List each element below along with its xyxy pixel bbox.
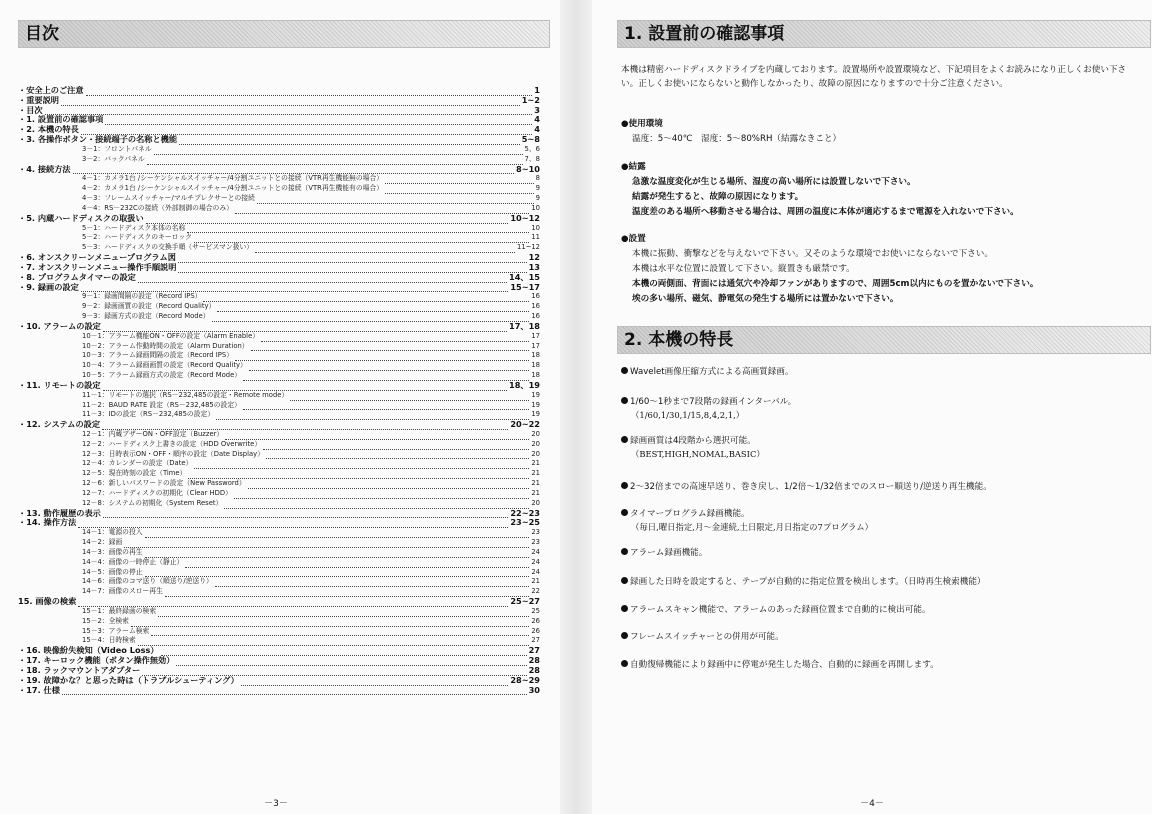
condensation-line: 温度差のある場所へ移動させる場合は、周囲の温度に本体が適応するまで電源を入れないで下さい。 [632, 207, 1019, 217]
toc-entry-page: 23 [531, 528, 540, 537]
feature-item [621, 435, 1141, 461]
feature-item [621, 508, 1141, 534]
toc-entry-page: 4 [534, 125, 540, 135]
toc-entry-label: ・4. 接続方法 [18, 164, 71, 174]
section1-title: 1. 設置前の確認事項 [624, 24, 785, 44]
toc-entry-label: ・重要説明 [18, 95, 59, 105]
toc-entry-page: 22 [531, 587, 540, 596]
toc-leader-dots [158, 611, 529, 617]
toc-entry [18, 410, 540, 420]
toc-entry [18, 243, 540, 253]
toc-entry-label: 15－3：アラーム検索 [82, 626, 150, 635]
toc-entry-page: 18 [531, 361, 540, 370]
toc-entry [18, 686, 540, 696]
toc-leader-dots [255, 247, 515, 253]
toc-entry [18, 253, 540, 263]
bullet-icon [621, 632, 628, 639]
toc-entry [18, 302, 540, 312]
toc-leader-dots [176, 660, 526, 666]
toc-entry [18, 165, 540, 175]
toc-entry [18, 145, 540, 155]
toc-entry-label: ・安全上のご注意 [18, 86, 84, 95]
toc-leader-dots [290, 395, 529, 401]
toc-entry-label: 9－2：録画画質の設定（Record Quality） [82, 302, 216, 311]
toc-entry-page: 11~12 [517, 243, 540, 252]
toc-entry [18, 568, 540, 578]
install-title: ●設置 [621, 234, 646, 244]
toc-leader-dots [263, 444, 529, 450]
toc-entry-label: 11－3：IDの設定（RS－232,485の設定） [82, 410, 215, 419]
toc-entry-page: 9 [535, 194, 540, 203]
toc-entry [18, 430, 540, 440]
toc-entry-page: 25 [531, 606, 540, 615]
toc-entry-page: 5~8 [521, 135, 540, 145]
toc-leader-dots [165, 591, 529, 597]
feature-text: 自動復帰機能により録画中に停電が発生した場合、自動的に録画を再開します。 [630, 660, 939, 670]
toc-entry-page: 3 [534, 105, 540, 115]
toc-entry [18, 351, 540, 361]
toc-entry-label: 14－1：電源の投入 [82, 528, 143, 537]
feature-subtext: （BEST,HIGH,NOMAL,BASIC） [631, 449, 765, 459]
toc-leader-dots [248, 483, 530, 489]
toc-entry [18, 204, 540, 214]
right-page-number: －4－ [860, 799, 884, 809]
section1-intro: 本機は精密ハードディスクドライブを内蔵しております。設置場所や設置環境など、下記項目をよくお読みになり正しくお使い下さい。正しくお使いにならないと動作しなかったり、故障の原因になりますので十分ご注意ください。 [621, 65, 1127, 89]
toc-entry-page: 28~29 [510, 675, 540, 685]
toc-entry [18, 371, 540, 381]
toc-entry-label: 14－2：録画 [82, 538, 123, 547]
toc-entry-page: 17 [531, 331, 540, 340]
toc-entry-page: 27 [528, 646, 540, 656]
toc-entry [18, 401, 540, 411]
toc-entry [18, 607, 540, 617]
toc-entry [18, 135, 540, 145]
toc-entry-label: 10－1：アラーム機能ON・OFFの設定（Alarm Enable） [82, 331, 260, 340]
toc-entry [18, 499, 540, 509]
toc-entry-label: 15. 画像の検索 [18, 597, 77, 607]
toc-entry [18, 233, 540, 243]
toc-entry [18, 509, 540, 519]
bullet-icon [621, 397, 628, 404]
toc-entry [18, 538, 540, 548]
feature-text: 録画画質は4段階から選択可能。 [630, 436, 756, 446]
toc-leader-dots [138, 640, 530, 646]
toc-leader-dots [187, 227, 529, 233]
right-page [592, 0, 1152, 814]
toc-leader-dots [241, 680, 509, 686]
condensation-block [621, 160, 1141, 220]
toc-entry [18, 115, 540, 125]
toc-entry-page: 5、6 [524, 144, 540, 153]
toc-entry-label: 4－3：フレームスイッチャー/マルチプレクサーとの接続 [82, 194, 255, 203]
toc-entry-page: 10 [531, 203, 540, 212]
toc-leader-dots [86, 90, 533, 96]
toc-entry-page: 16 [531, 312, 540, 321]
toc-entry-page: 16 [531, 292, 540, 301]
toc-entry-label: 3－2：バックパネル [82, 154, 145, 163]
toc-leader-dots [61, 100, 520, 106]
toc-entry [18, 332, 540, 342]
toc-entry [18, 312, 540, 322]
condensation-title: ●結露 [621, 162, 646, 172]
toc-leader-dots [249, 365, 529, 371]
toc-entry-label: 12－2：ハードディスク上書きの設定（HDD Overwrite） [82, 439, 262, 448]
toc-entry-page: 20 [531, 439, 540, 448]
toc-entry-label: 10－3：アラーム録画間隔の設定（Record IPS） [82, 351, 233, 360]
toc-leader-dots [178, 257, 527, 263]
toc-entry-label: 10－5：アラーム録画方式の設定（Record Mode） [82, 371, 242, 380]
feature-item [621, 547, 1141, 560]
toc-entry-label: ・目次 [18, 105, 43, 115]
section2-title-bar [617, 326, 1151, 354]
toc-leader-dots [261, 336, 529, 342]
toc-entry-page: 20 [531, 498, 540, 507]
left-page [0, 0, 560, 814]
toc-entry-page: 20 [531, 429, 540, 438]
toc-entry-label: ・2. 本機の特長 [18, 125, 79, 135]
toc-leader-dots [243, 375, 529, 381]
toc-entry-page: 26 [531, 626, 540, 635]
feature-item [621, 659, 1141, 672]
section2-title: 2. 本機の特長 [624, 330, 734, 350]
toc-entry-page: 21 [531, 469, 540, 478]
toc-entry-page: 30 [528, 685, 540, 695]
toc-entry [18, 342, 540, 352]
toc-entry [18, 489, 540, 499]
toc-entry-label: 9－3：録画方式の設定（Record Mode） [82, 312, 210, 321]
env-line: 温度：5～40℃ 湿度：5～80%RH（結露なきこと） [632, 134, 842, 144]
toc-entry-label: 10－2：アラーム作動時間の設定（Alarm Duration） [82, 341, 249, 350]
toc-entry [18, 420, 540, 430]
toc-entry-page: 17、18 [509, 321, 540, 331]
table-of-contents [18, 86, 540, 695]
toc-entry-label: ・8. プログラムタイマーの設定 [18, 272, 136, 282]
toc-leader-dots [45, 109, 533, 115]
toc-entry-page: 20~22 [510, 420, 540, 430]
toc-entry-page: 9 [535, 184, 540, 193]
toc-leader-dots [235, 208, 529, 214]
toc-entry-label: 4－4：RS－232Cの接続（外部制御の場合のみ） [82, 203, 233, 212]
bullet-icon [621, 548, 628, 555]
feature-item [621, 396, 1141, 422]
feature-item [621, 604, 1141, 617]
feature-subtext: （1/60,1/30,1/15,8,4,2,1,） [631, 410, 745, 420]
toc-leader-dots [224, 503, 529, 509]
toc-entry-label: 9－1：録画間隔の設定（Record IPS） [82, 292, 202, 301]
page-gutter [560, 0, 592, 814]
toc-leader-dots [145, 552, 530, 558]
toc-entry-page: 16 [531, 302, 540, 311]
toc-entry-label: 12－5：現在時刻の設定（Time） [82, 469, 187, 478]
feature-item [621, 631, 1141, 644]
toc-entry [18, 391, 540, 401]
toc-entry [18, 587, 540, 597]
toc-entry-label: ・16. 映像紛失検知（Video Loss） [18, 646, 159, 656]
toc-entry-label: 12－7：ハードディスクの初期化（Clear HDD） [82, 488, 232, 497]
toc-entry-page: 28 [528, 665, 540, 675]
toc-leader-dots [131, 621, 529, 627]
toc-entry-page: 24 [531, 567, 540, 576]
toc-leader-dots [215, 581, 530, 587]
toc-entry-page: 1 [534, 86, 540, 95]
toc-entry-page: 18 [531, 371, 540, 380]
toc-entry-label: ・9. 録画の設定 [18, 282, 79, 292]
toc-entry-page: 21 [531, 479, 540, 488]
toc-entry [18, 479, 540, 489]
toc-entry-label: 4－2：カメラ1台 /シーケンシャルスイッチャー/4分割ユニットとの接続（VTR再生機能有の場合） [82, 184, 384, 193]
toc-entry-label: ・18. ラックマウントアダプター [18, 665, 141, 675]
toc-entry-label: ・11. リモートの設定 [18, 380, 101, 390]
feature-subtext: （毎日,曜日指定,月～金連続,土日限定,月日指定の7プログラム） [631, 522, 874, 532]
toc-leader-dots [161, 650, 527, 656]
toc-entry [18, 96, 540, 106]
toc-entry-page: 17 [531, 341, 540, 350]
toc-leader-dots [154, 149, 523, 155]
toc-entry [18, 676, 540, 686]
toc-entry-label: 12－3：日時表示ON・OFF・順序の設定（Date Display） [82, 449, 264, 458]
bullet-icon [621, 367, 628, 374]
toc-entry-page: 26 [531, 616, 540, 625]
feature-text: 録画した日時を設定すると、テープが自動的に指定位置を検出します。（日時再生検索機能） [630, 577, 986, 587]
toc-entry [18, 469, 540, 479]
toc-leader-dots [385, 178, 534, 184]
toc-entry [18, 381, 540, 391]
bullet-icon [621, 605, 628, 612]
toc-leader-dots [257, 198, 534, 204]
install-line: 本機は水平な位置に設置して下さい。縦置きも厳禁です。 [632, 264, 855, 274]
toc-entry-label: ・14. 操作方法 [18, 518, 77, 528]
condensation-line: 結露が発生すると、故障の原因になります。 [632, 192, 804, 202]
toc-entry [18, 125, 540, 135]
toc-entry-label: ・17. キーロック機能（ボタン操作無効） [18, 656, 175, 666]
bullet-icon [621, 660, 628, 667]
toc-entry-label: 5－3：ハードディスクの交換手順（サービスマン扱い） [82, 243, 254, 252]
toc-leader-dots [147, 159, 523, 165]
feature-text: アラーム録画機能。 [630, 548, 708, 558]
install-block [621, 232, 1141, 307]
toc-entry-label: 11－1：リモートの選択（RS－232,485の設定・Remote mode） [82, 390, 289, 399]
toc-entry-label: 12－8：システムの初期化（System Reset） [82, 498, 223, 507]
toc-entry-page: 18 [531, 351, 540, 360]
toc-entry-label: ・12. システムの設定 [18, 420, 101, 430]
toc-entry-label: 14－5：画像の停止 [82, 567, 143, 576]
toc-entry-page: 21 [531, 577, 540, 586]
toc-entry-label: ・17. 仕様 [18, 685, 60, 695]
toc-entry [18, 322, 540, 332]
toc-entry-page: 15~17 [510, 282, 540, 292]
toc-leader-dots [234, 493, 529, 499]
toc-leader-dots [146, 218, 509, 224]
toc-leader-dots [203, 296, 529, 302]
toc-entry-label: ・13. 動作履歴の表示 [18, 508, 101, 518]
toc-leader-dots [266, 453, 529, 459]
toc-entry [18, 361, 540, 371]
toc-leader-dots [385, 188, 534, 194]
condensation-line: 急激な温度変化が生じる場所、湿度の高い場所には設置しないで下さい。 [632, 177, 916, 187]
toc-entry [18, 86, 540, 96]
bullet-icon [621, 509, 628, 516]
toc-entry-page: 27 [531, 636, 540, 645]
toc-entry [18, 106, 540, 116]
toc-entry-page: 25~27 [510, 597, 540, 607]
toc-entry-label: ・6. オンスクリーンメニュープログラム図 [18, 253, 176, 263]
env-block [621, 117, 1141, 147]
toc-entry [18, 577, 540, 587]
toc-entry [18, 656, 540, 666]
toc-leader-dots [145, 532, 530, 538]
toc-entry [18, 263, 540, 273]
toc-entry [18, 214, 540, 224]
toc-entry-label: 11－2：BAUD RATE 設定（RS－232,485の設定） [82, 400, 241, 409]
toc-entry-label: 14－3：画像の再生 [82, 547, 143, 556]
toc-entry-label: 15－1：最終録画の検索 [82, 606, 157, 615]
toc-entry-label: ・19. 故障かな？と思った時は（トラブルシューティング） [18, 675, 239, 685]
toc-entry-label: 5－2：ハードディスクのキーロック [82, 233, 192, 242]
toc-entry [18, 518, 540, 528]
toc-entry-page: 7、8 [524, 154, 540, 163]
toc-leader-dots [216, 414, 529, 420]
toc-entry-label: 5－1：ハードディスク本体の名称 [82, 223, 186, 232]
toc-entry-page: 20 [531, 449, 540, 458]
toc-leader-dots [194, 463, 529, 469]
toc-leader-dots [62, 689, 527, 695]
install-line: 本機の両側面、背面には通気穴や冷却ファンがありますので、周囲5cm以内にものを置かないで下さい。 [632, 279, 1039, 289]
env-title: ●使用環境 [621, 119, 663, 129]
left-page-number: －3－ [264, 799, 288, 809]
feature-text: 2～32倍までの高速早送り、巻き戻し、1/2倍～1/32倍までのスロー順送り/逆送り再生機能。 [630, 482, 992, 492]
toc-entry-page: 21 [531, 459, 540, 468]
toc-entry-label: 12－4：カレンダーの設定（Date） [82, 459, 193, 468]
toc-entry [18, 440, 540, 450]
toc-leader-dots [235, 355, 529, 361]
feature-text: タイマープログラム録画機能。 [630, 509, 750, 519]
toc-entry-page: 14、15 [509, 272, 540, 282]
toc-leader-dots [179, 139, 520, 145]
toc-entry-label: 12－6：新しいパスワードの設定（New Password） [82, 479, 246, 488]
toc-entry-label: 15－2：全検索 [82, 616, 129, 625]
toc-entry [18, 459, 540, 469]
toc-leader-dots [105, 119, 532, 125]
toc-entry [18, 617, 540, 627]
toc-entry-page: 10 [531, 223, 540, 232]
toc-entry-page: 4 [534, 115, 540, 125]
toc-leader-dots [103, 512, 508, 518]
toc-entry [18, 646, 540, 656]
toc-entry-label: ・5. 内蔵ハードディスクの取扱い [18, 213, 144, 223]
toc-entry-page: 24 [531, 557, 540, 566]
section1-title-bar [617, 20, 1151, 48]
toc-entry [18, 636, 540, 646]
toc-entry-page: 19 [531, 400, 540, 409]
toc-leader-dots [138, 277, 507, 283]
toc-entry [18, 292, 540, 302]
feature-item [621, 481, 1141, 494]
toc-entry-label: 15－4：日時検索 [82, 636, 136, 645]
feature-text: 1/60～1秒まで7段階の録画インターバル。 [630, 397, 797, 407]
toc-leader-dots [217, 306, 529, 312]
toc-entry-label: ・10. アラームの設定 [18, 321, 101, 331]
toc-entry [18, 627, 540, 637]
toc-entry-page: 19 [531, 410, 540, 419]
toc-entry-label: ・1. 設置前の確認事項 [18, 115, 104, 125]
toc-entry-page: 8 [535, 174, 540, 183]
toc-entry-label: 10－4：アラーム録画画質の設定（Record Quality） [82, 361, 247, 370]
toc-title: 目次 [25, 24, 59, 44]
toc-entry-page: 10~12 [510, 213, 540, 223]
feature-item [621, 366, 1141, 379]
toc-entry-label: 14－6：画像のコマ送り（順送り/逆送り） [82, 577, 213, 586]
toc-entry [18, 558, 540, 568]
toc-entry [18, 184, 540, 194]
toc-leader-dots [225, 434, 529, 440]
toc-leader-dots [124, 542, 529, 548]
toc-entry [18, 194, 540, 204]
toc-entry-page: 11 [531, 233, 540, 242]
toc-entry [18, 224, 540, 234]
toc-entry-page: 23~25 [510, 518, 540, 528]
feature-text: Wavelet画像圧縮方式による高画質録画。 [630, 367, 794, 377]
toc-leader-dots [178, 267, 526, 273]
toc-entry-page: 8~10 [516, 164, 540, 174]
install-line: 埃の多い場所、磁気、静電気の発生する場所には置かないで下さい。 [632, 294, 899, 304]
toc-entry [18, 548, 540, 558]
toc-entry [18, 155, 540, 165]
toc-entry-page: 28 [528, 656, 540, 666]
toc-entry-page: 12 [528, 253, 540, 263]
toc-entry-page: 19 [531, 390, 540, 399]
toc-entry [18, 666, 540, 676]
bullet-icon [621, 577, 628, 584]
bullet-icon [621, 482, 628, 489]
toc-entry-page: 24 [531, 547, 540, 556]
toc-entry-label: 14－7：画像のスロー再生 [82, 587, 163, 596]
toc-entry [18, 597, 540, 607]
toc-entry-label: ・3. 各操作ボタン・接続端子の名称と機能 [18, 135, 178, 145]
feature-text: アラームスキャン機能で、アラームのあった録画位置まで自動的に検出可能。 [630, 605, 931, 615]
toc-entry [18, 273, 540, 283]
feature-item [621, 576, 1141, 589]
toc-title-bar [18, 20, 550, 48]
toc-leader-dots [212, 316, 530, 322]
toc-leader-dots [251, 345, 530, 351]
toc-entry [18, 450, 540, 460]
toc-entry-page: 13 [528, 262, 540, 272]
toc-entry [18, 174, 540, 184]
toc-entry-label: 12－1：内蔵ブザーON・OFF設定（Buzzer） [82, 429, 224, 438]
toc-entry-page: 21 [531, 488, 540, 497]
bullet-icon [621, 436, 628, 443]
toc-entry-label: ・7. オンスクリーンメニュー操作手順説明 [18, 262, 177, 272]
toc-entry-page: 18、19 [509, 380, 540, 390]
toc-entry-label: 3－1：フロントパネル [82, 144, 152, 153]
toc-entry-label: 4－1：カメラ1台 /シーケンシャルスイッチャー/4分割ユニットとの接続（VTR再生機能無の場合） [82, 174, 384, 183]
toc-leader-dots [185, 562, 529, 568]
toc-entry [18, 283, 540, 293]
install-line: 本機に振動、衝撃などを与えないで下さい。又そのような環境でお使いにならないで下さい。 [632, 249, 993, 259]
toc-leader-dots [151, 630, 529, 636]
toc-entry-label: 14－4：画像の一時停止（静止） [82, 557, 184, 566]
toc-entry-page: 22~23 [510, 508, 540, 518]
toc-entry [18, 528, 540, 538]
toc-entry-page: 1~2 [521, 95, 540, 105]
toc-leader-dots [243, 404, 529, 410]
feature-text: フレームスイッチャーとの併用が可能。 [630, 632, 784, 642]
toc-entry-page: 23 [531, 538, 540, 547]
